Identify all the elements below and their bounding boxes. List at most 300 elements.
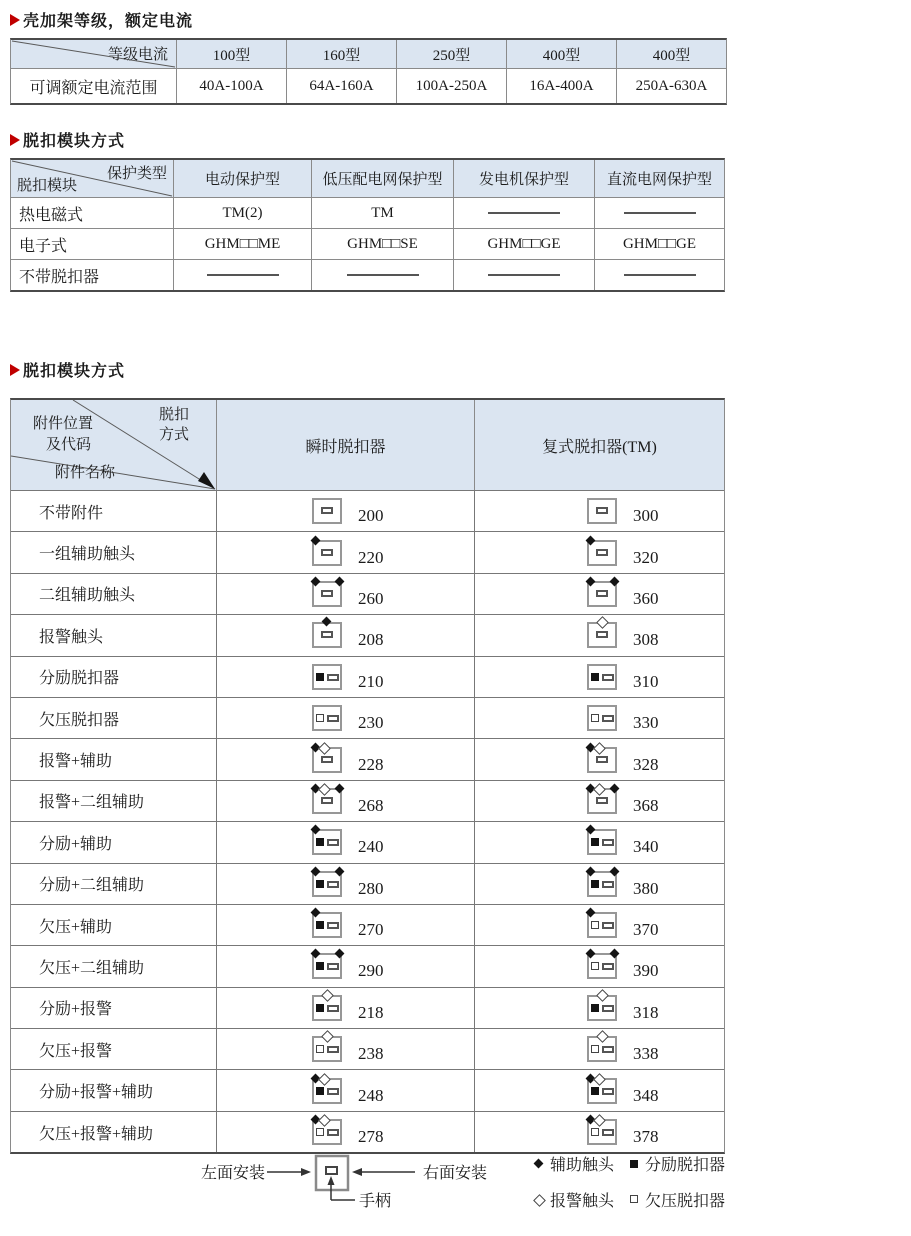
accessory-icon [587,581,617,607]
handle-icon [602,881,614,888]
right-arrow-icon [301,1168,311,1176]
trip-table-cell [594,198,724,228]
accessory-code: 218 [358,1002,384,1022]
handle-icon [326,1167,337,1174]
trip-table-row [11,259,724,290]
section-title-trip-module [10,128,125,151]
accessory-icon [312,871,342,897]
frame-rating-table [10,38,727,105]
accessory-cell-instant [216,615,474,655]
accessory-table-body [11,490,724,1152]
symbol-legend [533,1152,725,1211]
accessory-icon [312,1078,342,1104]
filled-diamond-icon [586,535,596,545]
hollow-diamond-icon [318,1114,331,1127]
handle-icon [327,963,339,970]
accessory-icon [587,747,617,773]
accessory-row [11,1111,724,1152]
filled-square-icon [628,1158,640,1170]
accessory-code: 328 [633,754,659,774]
accessory-row [11,656,724,697]
accessory-code: 228 [358,754,384,774]
handle-icon [596,631,608,638]
accessory-row [11,573,724,614]
accessory-icon [587,1078,617,1104]
filled-square-icon [591,880,599,888]
filled-diamond-icon [586,825,596,835]
accessory-icon [312,540,342,566]
corner-label-protection-type: 保护类型 [106,166,167,182]
trip-row-label: 电子式 [19,237,68,255]
accessory-icon [312,829,342,855]
handle-icon [602,674,614,681]
section-title-frame-rating [10,8,193,31]
handle-icon [327,715,339,722]
column-header-instant-release: 瞬时脱扣器 [216,400,474,490]
accessory-icon [587,912,617,938]
handle-icon [327,1046,339,1053]
handle-label: 手柄 [359,1193,392,1210]
accessory-row [11,904,724,945]
accessory-row [11,1069,724,1110]
trip-table-cell: GHM□□ME [173,229,311,259]
filled-diamond-icon [322,617,332,627]
filled-diamond-icon [586,866,596,876]
handle-icon [602,1005,614,1012]
accessory-cell-instant [216,1112,474,1152]
frame-column-header: 250型 [396,40,506,68]
handle-icon [596,507,608,514]
legend-item-alarm-contact [533,1188,628,1211]
dash [488,274,560,276]
trip-table-header-row [11,160,724,197]
legend-label: 分励脱扣器 [645,1157,726,1174]
accessory-table [10,398,725,1154]
filled-diamond-icon [335,949,345,959]
accessory-icon [312,995,342,1021]
trip-table-row [11,228,724,259]
corner-label-current-class: 等级电流 [107,47,168,63]
accessory-name: 分励+二组辅助 [39,877,145,895]
accessory-cell-instant [216,491,474,531]
accessory-cell-instant [216,532,474,572]
legend-item-undervoltage-release [628,1188,725,1211]
accessory-name: 欠压+报警+辅助 [39,1125,154,1143]
accessory-name: 报警触头 [39,628,104,646]
accessory-icon [587,788,617,814]
section-title-text: 脱扣模块方式 [23,363,126,380]
legend-label: 报警触头 [550,1193,615,1210]
handle-icon [327,1005,339,1012]
trip-table-cell [594,260,724,290]
hollow-diamond-icon [321,989,334,1002]
handle-icon [327,674,339,681]
accessory-cell-compound [474,988,724,1028]
accessory-code: 208 [358,630,384,650]
handle-icon [321,549,333,556]
red-triangle-icon [10,134,20,146]
accessory-cell-compound [474,864,724,904]
hollow-diamond-icon [596,989,609,1002]
accessory-code: 360 [633,588,659,608]
hollow-diamond-icon [593,1073,606,1086]
handle-icon [596,797,608,804]
accessory-name: 一组辅助触头 [39,546,136,564]
handle-icon [327,922,339,929]
accessory-icon [312,498,342,524]
filled-square-icon [316,673,324,681]
accessory-icon [587,705,617,731]
handle-icon [321,756,333,763]
accessory-name: 欠压脱扣器 [39,711,120,729]
hollow-square-icon [591,714,599,722]
frame-column-header: 400型 [616,40,726,68]
hollow-square-icon [591,1045,599,1053]
handle-icon [602,715,614,722]
accessory-cell-instant [216,657,474,697]
accessory-cell-compound [474,574,724,614]
handle-icon [321,797,333,804]
accessory-name: 不带附件 [39,504,104,522]
legend-label: 辅助触头 [550,1157,615,1174]
accessory-row [11,780,724,821]
filled-square-icon [316,880,324,888]
filled-square-icon [316,962,324,970]
accessory-name: 欠压+辅助 [39,918,113,936]
frame-column-header: 100型 [176,40,286,68]
accessory-cell-compound [474,946,724,986]
accessory-row [11,490,724,531]
accessory-cell-compound [474,822,724,862]
accessory-cell-instant [216,574,474,614]
trip-table-body [11,197,724,290]
handle-icon [602,1046,614,1053]
accessory-cell-instant [216,781,474,821]
hollow-diamond-icon [593,742,606,755]
handle-icon [321,631,333,638]
accessory-icon [312,953,342,979]
dash [347,274,419,276]
accessory-code: 278 [358,1127,384,1147]
filled-square-icon [316,1004,324,1012]
handle-icon [602,1129,614,1136]
accessory-icon [312,664,342,690]
hollow-diamond-icon [321,1030,334,1043]
accessory-row [11,863,724,904]
accessory-icon [312,912,342,938]
accessory-cell-compound [474,1029,724,1069]
hollow-square-icon [591,921,599,929]
current-range-value: 100A-250A [396,69,506,103]
accessory-icon [587,622,617,648]
accessory-cell-compound [474,657,724,697]
accessory-cell-instant [216,1070,474,1110]
filled-square-icon [316,1087,324,1095]
accessory-icon [312,705,342,731]
install-right-label: 右面安装 [423,1165,488,1182]
frame-table-header-row [11,40,726,68]
accessory-cell-compound [474,698,724,738]
accessory-code: 220 [358,547,384,567]
accessory-code: 290 [358,961,384,981]
accessory-code: 318 [633,1002,659,1022]
accessory-code: 308 [633,630,659,650]
hollow-square-icon [316,1045,324,1053]
trip-table-cell [453,260,594,290]
accessory-icon [587,1119,617,1145]
handle-icon [327,881,339,888]
filled-square-icon [591,838,599,846]
accessory-code: 248 [358,1085,384,1105]
current-range-value: 64A-160A [286,69,396,103]
trip-module-table [10,158,725,292]
accessory-cell-instant [216,988,474,1028]
corner-label-trip-module: 脱扣模块 [17,178,78,194]
legend-label: 欠压脱扣器 [645,1193,726,1210]
trip-column-header: 低压配电网保护型 [311,160,453,197]
hollow-diamond-icon [596,616,609,629]
trip-row-label: 不带脱扣器 [19,268,100,286]
accessory-icon [587,995,617,1021]
current-range-value: 40A-100A [176,69,286,103]
handle-icon [321,590,333,597]
accessory-code: 200 [358,506,384,526]
accessory-icon [312,1119,342,1145]
filled-square-icon [316,921,324,929]
accessory-row [11,697,724,738]
accessory-cell-compound [474,781,724,821]
handle-icon [327,839,339,846]
accessory-code: 370 [633,920,659,940]
accessory-row [11,987,724,1028]
accessory-name: 分励脱扣器 [39,670,120,688]
accessory-icon [587,829,617,855]
hollow-square-icon [628,1194,640,1206]
accessory-cell-compound [474,532,724,572]
handle-icon [602,963,614,970]
row-label-adjustable-range: 可调额定电流范围 [29,79,158,97]
filled-diamond-icon [610,577,620,587]
filled-diamond-icon [311,949,321,959]
hollow-square-icon [591,962,599,970]
accessory-name: 分励+报警 [39,1001,113,1019]
red-triangle-icon [10,364,20,376]
accessory-cell-compound [474,905,724,945]
accessory-cell-instant [216,822,474,862]
frame-table-data-row [11,68,726,103]
accessory-code: 340 [633,837,659,857]
frame-table-corner-cell [11,40,176,68]
accessory-code: 240 [358,837,384,857]
accessory-name: 欠压+报警 [39,1042,113,1060]
accessory-code: 260 [358,588,384,608]
dash [207,274,279,276]
trip-table-cell: GHM□□GE [453,229,594,259]
hollow-diamond-icon [593,783,606,796]
install-left-label: 左面安装 [201,1165,266,1182]
dash [624,274,696,276]
accessory-icon [312,788,342,814]
accessory-cell-instant [216,905,474,945]
filled-diamond-icon [586,949,596,959]
handle-icon [596,756,608,763]
filled-square-icon [316,838,324,846]
corner-label-trip-mode: 脱扣 方式 [159,407,190,443]
accessory-cell-instant [216,739,474,779]
filled-diamond-icon [335,577,345,587]
filled-square-icon [591,1087,599,1095]
handle-icon [602,1088,614,1095]
red-triangle-icon [10,14,20,26]
hollow-square-icon [316,1128,324,1136]
accessory-code: 268 [358,795,384,815]
accessory-name: 二组辅助触头 [39,587,136,605]
filled-square-icon [591,673,599,681]
legend-item-shunt-release [628,1152,725,1175]
accessory-code: 310 [633,671,659,691]
hollow-diamond-icon [318,742,331,755]
trip-table-cell: GHM□□GE [594,229,724,259]
hollow-diamond-icon [596,1030,609,1043]
hollow-diamond-icon [318,783,331,796]
accessory-name: 报警+二组辅助 [39,794,145,812]
filled-diamond-icon [610,866,620,876]
filled-diamond-icon [311,908,321,918]
filled-diamond-icon [311,825,321,835]
filled-diamond-icon [311,535,321,545]
accessory-row [11,531,724,572]
corner-label-accessory-name: 附件名称 [55,465,116,481]
accessory-icon [312,622,342,648]
legend-item-aux-contact [533,1152,628,1175]
handle-icon [321,507,333,514]
filled-diamond-icon [586,908,596,918]
installation-diagram [183,1148,513,1226]
accessory-code: 210 [358,671,384,691]
accessory-code: 230 [358,713,384,733]
accessory-icon [587,871,617,897]
trip-table-cell [173,260,311,290]
accessory-name: 分励+报警+辅助 [39,1084,154,1102]
accessory-icon [587,1036,617,1062]
filled-diamond-icon [335,866,345,876]
accessory-row [11,1028,724,1069]
corner-label-accessory-position: 附件位置 及代码 [33,416,94,453]
accessory-code: 330 [633,713,659,733]
trip-table-cell [311,260,453,290]
accessory-name: 欠压+二组辅助 [39,959,145,977]
filled-diamond-icon [610,783,620,793]
accessory-icon [587,664,617,690]
handle-icon [327,1129,339,1136]
accessory-icon [587,540,617,566]
handle-icon [327,1088,339,1095]
accessory-code: 348 [633,1085,659,1105]
section-title-text: 脱扣模块方式 [23,133,126,150]
accessory-icon [312,581,342,607]
trip-column-header: 直流电网保护型 [594,160,724,197]
frame-column-header: 160型 [286,40,396,68]
filled-diamond-icon [610,949,620,959]
trip-table-cell: TM(2) [173,198,311,228]
accessory-cell-instant [216,1029,474,1069]
dash [624,212,696,214]
filled-diamond-icon [533,1158,545,1170]
accessory-row [11,945,724,986]
accessory-row [11,738,724,779]
accessory-cell-compound [474,1112,724,1152]
hollow-diamond-icon [318,1073,331,1086]
trip-table-corner-cell [11,160,173,197]
trip-table-cell: TM [311,198,453,228]
accessory-table-header-row [11,400,724,490]
filled-diamond-icon [311,577,321,587]
accessory-code: 320 [633,547,659,567]
trip-table-cell [453,198,594,228]
accessory-icon [312,747,342,773]
section-title-text: 壳加架等级，额定电流 [23,13,194,30]
accessory-code: 338 [633,1044,659,1064]
accessory-code: 368 [633,795,659,815]
accessory-code: 378 [633,1127,659,1147]
accessory-code: 380 [633,878,659,898]
handle-icon [596,549,608,556]
trip-column-header: 电动保护型 [173,160,311,197]
handle-icon [602,839,614,846]
frame-column-header: 400型 [506,40,616,68]
accessory-cell-compound [474,1070,724,1110]
current-range-value: 250A-630A [616,69,726,103]
hollow-diamond-icon [593,1114,606,1127]
current-range-value: 16A-400A [506,69,616,103]
trip-column-header: 发电机保护型 [453,160,594,197]
hollow-square-icon [591,1128,599,1136]
filled-diamond-icon [311,866,321,876]
trip-row-label: 热电磁式 [19,206,84,224]
accessory-code: 280 [358,878,384,898]
accessory-icon [587,498,617,524]
accessory-code: 300 [633,506,659,526]
accessory-code: 238 [358,1044,384,1064]
handle-icon [602,922,614,929]
accessory-cell-compound [474,739,724,779]
accessory-cell-instant [216,946,474,986]
accessory-table-corner-cell [11,400,216,490]
accessory-name: 分励+辅助 [39,835,113,853]
accessory-cell-instant [216,698,474,738]
accessory-cell-compound [474,615,724,655]
accessory-cell-instant [216,864,474,904]
filled-square-icon [591,1004,599,1012]
filled-diamond-icon [586,577,596,587]
trip-table-cell: GHM□□SE [311,229,453,259]
column-header-compound-release: 复式脱扣器(TM) [474,400,724,490]
accessory-row [11,614,724,655]
accessory-icon [312,1036,342,1062]
trip-table-row [11,197,724,228]
dash [488,212,560,214]
accessory-row [11,821,724,862]
left-arrow-icon [352,1168,362,1176]
handle-icon [596,590,608,597]
accessory-name: 报警+辅助 [39,753,113,771]
filled-diamond-icon [335,783,345,793]
accessory-code: 390 [633,961,659,981]
section-title-accessory [10,358,125,381]
accessory-cell-compound [474,491,724,531]
hollow-diamond-icon [533,1194,545,1206]
accessory-code: 270 [358,920,384,940]
